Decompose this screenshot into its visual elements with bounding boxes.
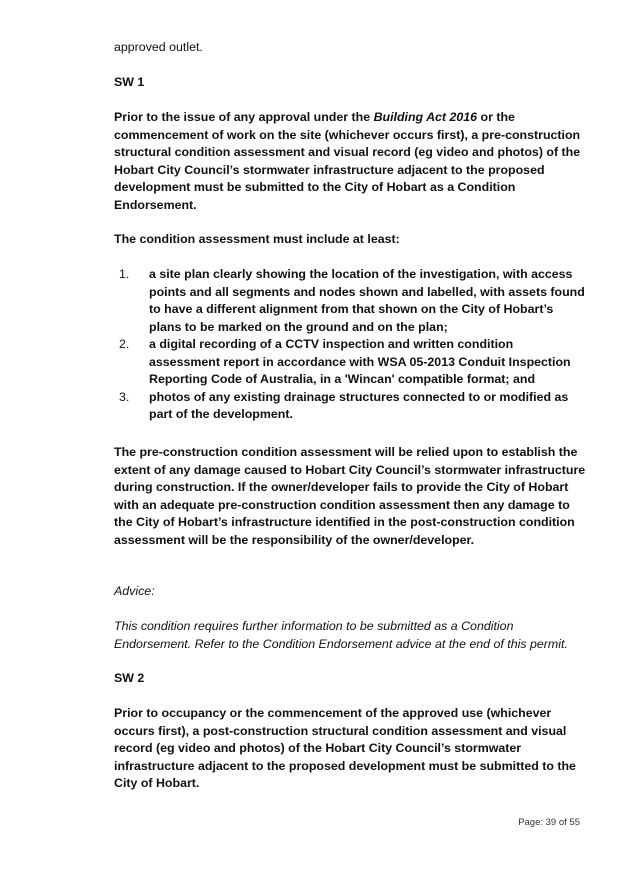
list-item-number: 2. (119, 337, 130, 351)
sw1-heading: SW 1 (114, 75, 145, 89)
sw1-intro: The condition assessment must include at least: (114, 232, 400, 246)
advice-label: Advice: (114, 584, 155, 598)
sw1-paragraph-1 (114, 109, 586, 214)
sw2-heading: SW 2 (114, 671, 145, 685)
building-act-reference: Building Act 2016 (373, 110, 478, 124)
continuation-text: approved outlet. (114, 40, 203, 54)
sw1-paragraph-1-post: or the commencement of work on the site (whichever occurs first), a pre-construction structural condition assessment and visual record (eg video and photos) of the Hobart City Council’s stormwater infrastructure adjacent to the proposed development must be submitted to the City of Hobart as a Condition Endorsement. (114, 110, 581, 212)
list-item (114, 336, 586, 389)
assessment-list (114, 266, 586, 424)
list-item-number: 1. (119, 267, 130, 281)
list-item (114, 389, 586, 424)
list-item (114, 266, 586, 336)
advice-text: This condition requires further information to be submitted as a Condition Endorsement. Refer to the Condition Endorsement advice at the end of this permit. (114, 619, 568, 651)
page-number: Page: 39 of 55 (518, 817, 580, 828)
list-item-text: a site plan clearly showing the location of the investigation, with access points and all segments and nodes shown and labelled, with assets found to have a different alignment from that shown on the City of Hobart’s plans to be marked on the ground and on the plan; (149, 267, 585, 334)
sw1-paragraph-1-pre: Prior to the issue of any approval under the (114, 110, 374, 124)
list-item-number: 3. (119, 389, 130, 404)
sw1-paragraph-2: The pre-construction condition assessment will be relied upon to establish the extent of any damage caused to Hobart City Council’s stormwater infrastructure during construction. If the owner/developer fails to provide the City of Hobart with an adequate pre-construction condition assessment then any damage to the City of Hobart’s infrastructure identified in the post-construction condition assessment will be the responsibility of the owner/developer. (114, 445, 586, 547)
list-item-text: photos of any existing drainage structures connected to or modified as part of the development. (149, 389, 569, 421)
list-item-text: a digital recording of a CCTV inspection and written condition assessment report in accordance with WSA 05-2013 Conduit Inspection Reporting Code of Australia, in a 'Wincan' compatible format; and (149, 337, 571, 386)
sw2-paragraph-1: Prior to occupancy or the commencement of the approved use (whichever occurs first), a post-construction structural condition assessment and visual record (eg video and photos) of the Hobart City Council’s stormwater infrastructure adjacent to the proposed development must be submitted to the City of Hobart. (114, 706, 576, 790)
